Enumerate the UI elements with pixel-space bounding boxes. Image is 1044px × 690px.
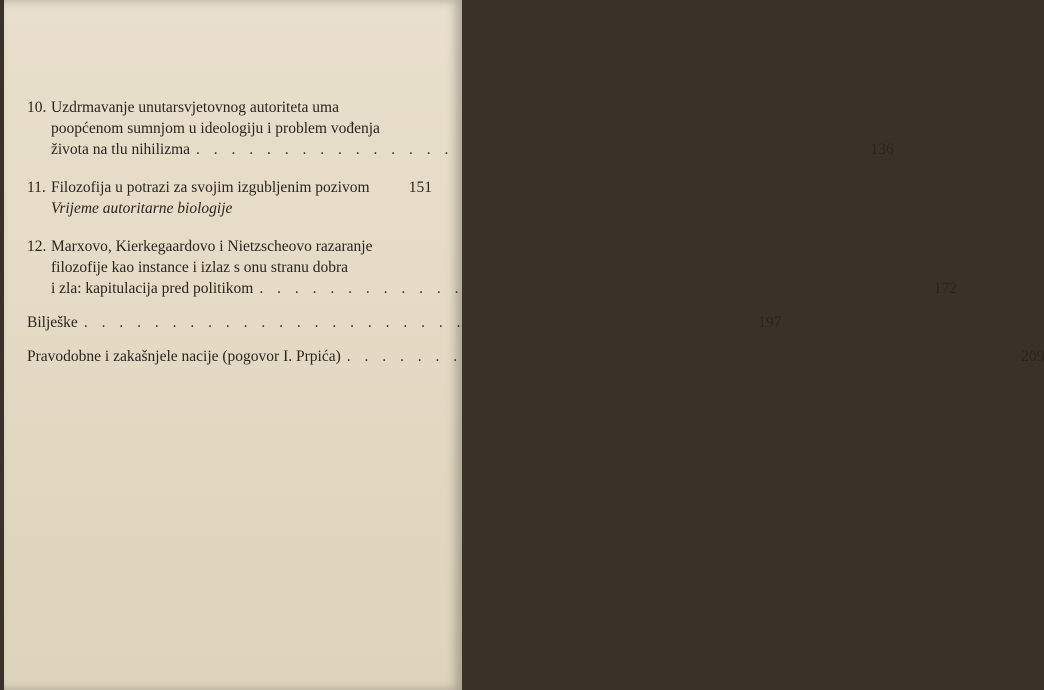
page-number: 136 — [870, 141, 894, 158]
table-of-contents — [27, 97, 1044, 384]
dot-leader: . . . . . . . . . . . . . . . . . . . . . . . . . . . . . . . . . . . . . . — [83, 314, 750, 331]
toc-entry-afterword — [27, 346, 1044, 367]
entry-title-line: filozofije kao instance i izlaz s onu stranu dobra — [51, 259, 348, 276]
page-number: 197 — [758, 314, 782, 331]
entry-number: 12. — [27, 238, 47, 255]
entry-number: 10. — [27, 99, 47, 116]
page-number: 151 — [408, 179, 432, 196]
dot-leader: . . . . . . . . . . . . . . . . . . . . . . . . . . . . . . . . . . . . . . — [346, 348, 1013, 365]
entry-title-line: i zla: kapitulacija pred politikom — [51, 280, 254, 297]
dot-leader: . . . . . . . . . . . . . . . . . . . . . . . . . . . . . . . . . . . . . . — [196, 141, 862, 158]
entry-title-line: Marxovo, Kierkegaardovo i Nietzscheovo razaranje — [51, 238, 373, 255]
entry-subtitle: Vrijeme autoritarne biologije — [51, 200, 233, 217]
toc-entry-12 — [27, 236, 957, 299]
entry-title: Pravodobne i zakašnjele nacije (pogovor I. Prpića) — [27, 348, 341, 365]
page-number: 172 — [933, 280, 957, 297]
entry-number: 11. — [27, 179, 46, 196]
dot-leader: . . . . . . . . . . . . . . . . . . . . . . . . . . . . . . . . . . . . . . — [259, 280, 925, 297]
entry-title: Filozofija u potrazi za svojim izgubljenim pozivom — [51, 179, 370, 196]
toc-entry-notes — [27, 312, 782, 333]
entry-title: Bilješke — [27, 314, 78, 331]
book-page — [4, 0, 1044, 690]
entry-title-line: života na tlu nihilizma — [51, 141, 191, 158]
entry-title-line: poopćenom sumnjom u ideologiju i problem vođenja — [51, 120, 380, 137]
entry-title-line: Uzdrmavanje unutarsvjetovnog autoriteta uma — [51, 99, 339, 116]
show-through-text — [24, 360, 444, 680]
toc-entry-10 — [27, 97, 894, 160]
page-number: 209 — [1021, 348, 1044, 365]
toc-entry-11 — [27, 177, 432, 219]
